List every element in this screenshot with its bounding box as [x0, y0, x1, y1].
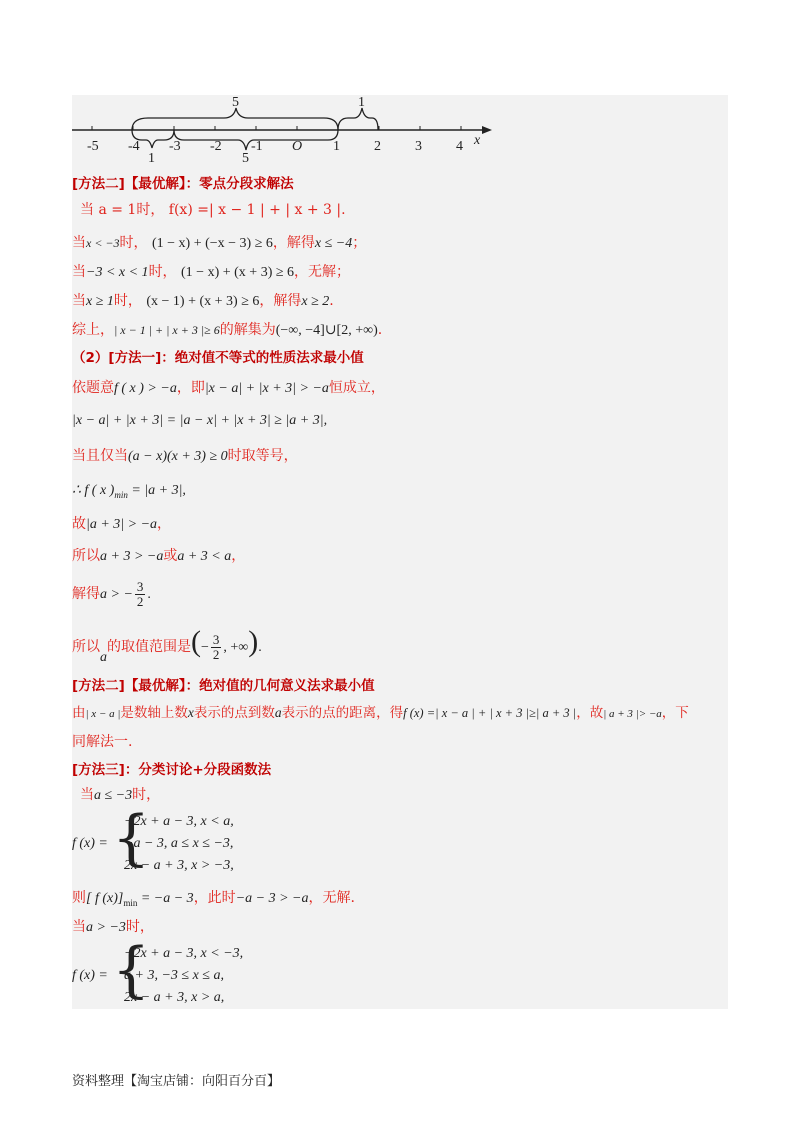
method3-header: [方法三]：分类讨论+分段函数法	[72, 762, 272, 778]
s4-line3: 当a > −3时，	[72, 919, 154, 935]
s2-line5: 故|a + 3| > −a，	[72, 516, 172, 532]
bottom-label-5: 5	[242, 151, 249, 164]
axis-label: x	[474, 133, 481, 148]
s4-line1: 当a ≤ −3时，	[80, 787, 161, 803]
tick-label: -4	[128, 139, 140, 154]
s2-line2: |x − a| + |x + 3| = |a − x| + |x + 3| ≥ |a + 3|,	[72, 413, 328, 428]
s2-line7: 解得a > − $\frac{3}{2}$ .	[72, 578, 151, 609]
s1-line5: 综上，| x − 1 | + | x + 3 |≥ 6的解集为(−∞, −4]∪[2, +∞).	[72, 322, 383, 338]
method2-header: [方法二]【最优解】：零点分段求解法	[72, 176, 294, 192]
tick-label: 2	[374, 139, 381, 154]
top-label-1: 1	[358, 95, 365, 110]
tick-label: 4	[456, 139, 463, 154]
s3-line1: 由| x − a |是数轴上数x表示的点到数a表示的点的距离，得f (x) =| x − a | + | x + 3 |≥| a + 3 |，故| a + 3 |> −a，下	[72, 705, 689, 721]
brace-1: {	[112, 803, 151, 873]
s2-line1: 依题意f ( x ) > −a，即|x − a| + |x + 3| > −a恒成立，	[72, 380, 385, 396]
bottom-label-1: 1	[148, 151, 155, 164]
tick-label: 3	[415, 139, 422, 154]
s2-line6: 所以a + 3 > −a或a + 3 < a，	[72, 548, 246, 564]
s1-line4: 当x ≥ 1时， (x − 1) + (x + 3) ≥ 6，解得x ≥ 2.	[72, 293, 334, 309]
top-label-5: 5	[232, 95, 239, 110]
tick-label: -2	[210, 139, 222, 154]
tick-label: -5	[87, 139, 99, 154]
tick-label: -1	[251, 139, 263, 154]
number-line-diagram	[72, 92, 502, 164]
s3-line2: 同解法一.	[72, 734, 133, 750]
s2-line4: ∴ f ( x )$_{min} = |a + 3|$,	[72, 483, 186, 500]
tick-label: 1	[333, 139, 340, 154]
footer-source: 资料整理【淘宝店铺：向阳百分百】	[72, 1074, 281, 1089]
s1-line2: 当x < −3时， (1 − x) + (−x − 3) ≥ 6，解得x ≤ −4；	[72, 235, 367, 251]
method2-geometric-header: [方法二]【最优解】：绝对值的几何意义法求最小值	[72, 678, 375, 694]
s4-line2: 则[ f $(x)]_{min} = -a - 3$，此时−a − 3 > −a，无解.	[72, 890, 355, 908]
s1-line3: 当−3 < x < 1时， (1 − x) + (x + 3) ≥ 6，无解；	[72, 264, 351, 280]
brace-2: {	[112, 935, 151, 1005]
tick-label: -3	[169, 139, 181, 154]
tick-label: O	[292, 139, 303, 154]
s2-line8: 所以a的取值范围是(− $\frac{3}{2}$ , +∞).	[72, 625, 262, 665]
s1-line1: 当 a = 1时， f(x) =| x − 1 | + | x + 3 |.	[80, 202, 346, 218]
s2-line3: 当且仅当(a − x)(x + 3) ≥ 0时取等号，	[72, 448, 298, 464]
part2-method1-header: （2）[方法一]：绝对值不等式的性质法求最小值	[72, 350, 364, 366]
